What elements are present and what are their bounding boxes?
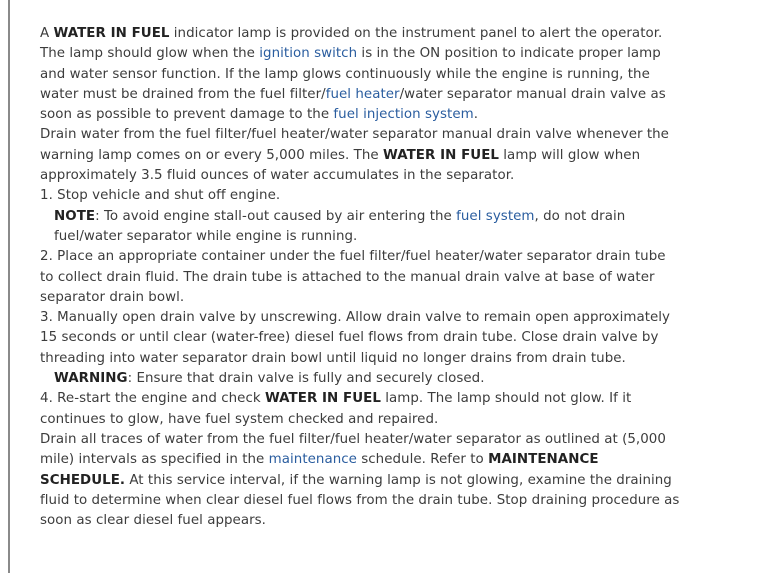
text: is in the ON position to indicate proper lamp and water sensor function. If the lamp glows continuously while the engine is running, the water must be drained from the fuel filter/: [40, 46, 661, 102]
text: lamp will glow when approximately 3.5 fluid ounces of water accumulates in the separator.: [40, 147, 641, 184]
text: 4. Re-start the engine and check: [40, 391, 265, 407]
fuel-system-link[interactable]: fuel system: [456, 208, 535, 224]
fuel-injection-system-link[interactable]: fuel injection system: [333, 107, 474, 123]
document-body: [40, 24, 680, 531]
note: [40, 207, 680, 248]
water-in-fuel-label: WATER IN FUEL: [383, 147, 499, 163]
step-1: 1. Stop vehicle and shut off engine.: [40, 188, 281, 204]
step-3: 3. Manually open drain valve by unscrewing. Allow drain valve to remain open approximately 15 seconds or until clear (water-free) diesel fuel flows from drain tube. Close drain valve by threading into water separator drain bowl until liquid no longer drains from drain tube.: [40, 310, 671, 366]
maintenance-schedule-label: MAINTENANCE SCHEDULE.: [40, 452, 599, 488]
intro-paragraph: [40, 24, 680, 125]
text: schedule. Refer to: [356, 452, 489, 468]
water-in-fuel-label: WATER IN FUEL: [53, 26, 170, 41]
text: : Ensure that drain valve is fully and securely closed.: [127, 371, 485, 387]
text: , do not drain fuel/water separator while engine is running.: [54, 208, 626, 244]
drain-paragraph: [40, 125, 680, 186]
text: .: [473, 107, 479, 123]
text: : To avoid engine stall-out caused by air entering the: [95, 208, 457, 224]
left-border: [8, 0, 10, 573]
text: At this service interval, if the warning lamp is not glowing, examine the draining fluid to determine when clear diesel fuel flows from the drain tube. Stop draining procedure as soon as clear diesel fuel appears.: [40, 472, 680, 529]
text: indicator lamp is provided on the instrument panel to alert the operator. The lamp should glow when the: [40, 26, 663, 62]
water-in-fuel-label: WATER IN FUEL: [264, 391, 381, 407]
warning: [40, 369, 680, 389]
text: lamp. The lamp should not glow. If it continues to glow, have fuel system checked and repaired.: [40, 391, 632, 427]
warning-label: WARNING: [54, 371, 128, 387]
step-2: 2. Place an appropriate container under the fuel filter/fuel heater/water separator drain tube to collect drain fluid. The drain tube is attached to the manual drain valve at base of water separator drain bowl.: [40, 249, 666, 305]
maintenance-link[interactable]: maintenance: [268, 452, 357, 468]
fuel-heater-link[interactable]: fuel heater: [325, 86, 400, 102]
text: A: [40, 26, 54, 41]
text: Drain water from the fuel filter/fuel heater/water separator manual drain valve whenever the warning lamp comes on or every 5,000 miles. The: [40, 127, 669, 163]
text: Drain all traces of water from the fuel filter/fuel heater/water separator as outlined at (5,000 mile) intervals as specified in the: [40, 431, 666, 468]
maintenance-paragraph: [40, 430, 680, 531]
text: /water separator manual drain valve as soon as possible to prevent damage to the: [40, 86, 666, 123]
step-4: [40, 389, 680, 430]
note-label: NOTE: [54, 208, 96, 224]
ignition-switch-link[interactable]: ignition switch: [259, 46, 358, 62]
